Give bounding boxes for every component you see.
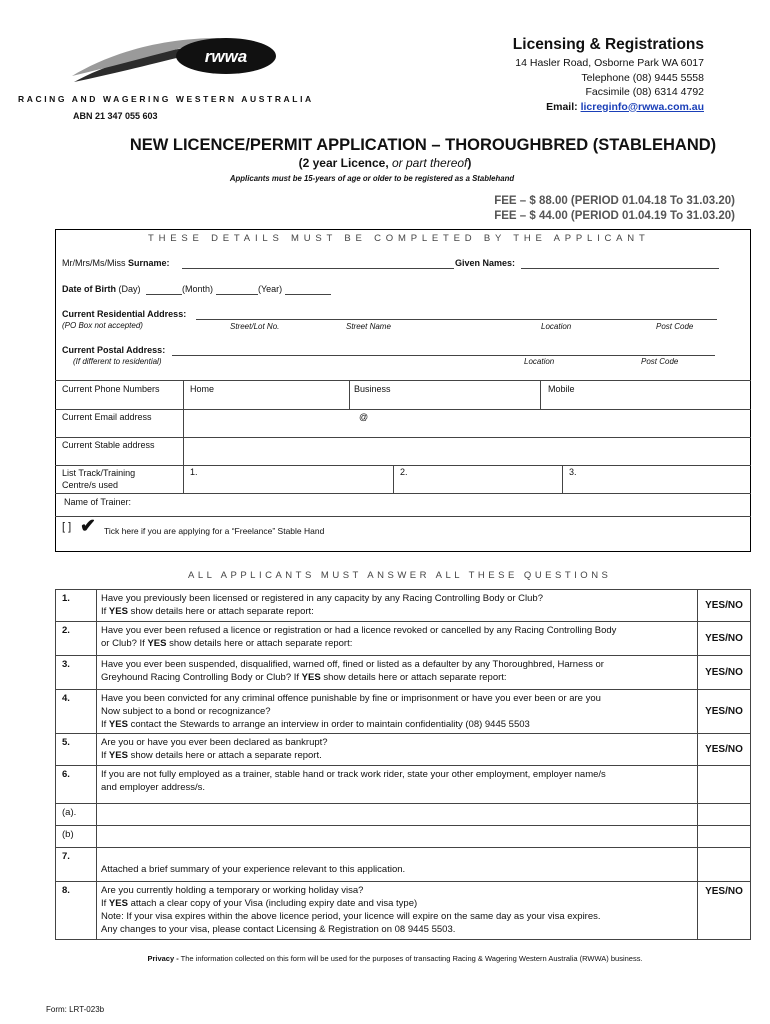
question-line — [101, 671, 693, 684]
question-line: Have you ever been suspended, disqualified, warned off, fined or listed as a defaulter by any Thoroughbred, Harness or — [101, 659, 604, 670]
question-line — [101, 605, 693, 618]
yes-emphasis: YES — [108, 719, 128, 730]
phone-mobile-field[interactable]: Mobile — [548, 384, 575, 394]
office-facsimile: Facsimile (08) 6314 4792 — [585, 86, 704, 98]
organisation-name: RACING AND WAGERING WESTERN AUSTRALIA — [18, 94, 314, 104]
question-line: Are you or have you ever been declared as bankrupt? — [101, 737, 328, 748]
question-number: 5. — [56, 734, 97, 766]
surname-field[interactable] — [182, 268, 454, 269]
track-field-3[interactable]: 3. — [569, 467, 577, 477]
question-fragment: contact the Stewards to arrange an interview in order to maintain confidentiality (08) 9445 5503 — [127, 719, 530, 730]
privacy-label: Privacy - — [147, 954, 179, 963]
po-box-note: (PO Box not accepted) — [62, 321, 143, 330]
residential-address-field[interactable] — [196, 319, 717, 320]
mr-label: Mr/Mrs/Ms/Miss — [62, 258, 126, 268]
given-names-label-wrap — [455, 258, 515, 268]
age-note: Applicants must be 15-years of age or older to be registered as a Stablehand — [229, 174, 515, 183]
phone-numbers-label: Current Phone Numbers — [62, 384, 160, 394]
office-address: 14 Hasler Road, Osborne Park WA 6017 — [515, 57, 704, 69]
yes-emphasis: YES — [147, 638, 167, 649]
yes-emphasis: YES — [108, 606, 128, 617]
post-code-label: Post Code — [656, 322, 694, 331]
office-email-line — [513, 100, 704, 115]
yes-no-answer[interactable]: YES/NO — [698, 690, 751, 734]
question-text — [97, 622, 698, 656]
grid-divider — [393, 465, 394, 493]
question-number: 7. — [56, 848, 97, 882]
question-line: If you are not fully employed as a trainer, stable hand or track work rider, state your other employment, employer name/s — [101, 769, 606, 780]
answer-cell[interactable] — [698, 848, 751, 882]
location-label: Location — [541, 322, 572, 331]
given-names-label: Given Names: — [455, 258, 516, 268]
subtitle-b: or part thereof — [388, 156, 468, 170]
question-row — [56, 848, 751, 882]
dob-day-field[interactable] — [146, 294, 182, 295]
question-line — [101, 850, 693, 863]
question-text — [97, 848, 698, 882]
grid-divider — [55, 465, 751, 466]
question-fragment: If — [101, 606, 109, 617]
answer-cell[interactable] — [698, 804, 751, 826]
residential-label-wrap — [62, 309, 186, 319]
dob-year-field[interactable] — [285, 294, 331, 295]
question-number: 6. — [56, 766, 97, 804]
question-fragment: show details here or attach a separate report. — [127, 750, 322, 761]
question-row — [56, 766, 751, 804]
track-label-line-2: Centre/s used — [62, 480, 119, 490]
form-subtitle — [0, 156, 770, 170]
rwwa-logo — [70, 32, 280, 88]
question-line: and employer address/s. — [101, 782, 206, 793]
privacy-statement — [0, 954, 770, 963]
question-line: Now subject to a bond or recognizance? — [101, 706, 271, 717]
question-line — [101, 718, 693, 731]
questions-heading: ALL APPLICANTS MUST ANSWER ALL THESE QUESTIONS — [188, 570, 612, 581]
question-text — [97, 590, 698, 622]
dob-month-field[interactable] — [216, 294, 258, 295]
grid-divider — [540, 380, 541, 409]
question-row — [56, 882, 751, 940]
track-field-2[interactable]: 2. — [400, 467, 408, 477]
privacy-text: The information collected on this form will be used for the purposes of transacting Racing & Wagering Western Australia (RWWA) business. — [178, 954, 643, 963]
surname-label: Surname: — [128, 258, 170, 268]
question-row — [56, 656, 751, 690]
question-row — [56, 734, 751, 766]
postal-address-field[interactable] — [172, 355, 715, 356]
yes-no-answer[interactable]: YES/NO — [698, 656, 751, 690]
question-fragment: show details here or attach separate report: — [320, 672, 507, 683]
question-number: (a). — [56, 804, 97, 826]
street-name-label: Street Name — [346, 322, 391, 331]
phone-business-field[interactable]: Business — [354, 384, 391, 394]
yes-emphasis: YES — [108, 898, 128, 909]
question-line: Any changes to your visa, please contact Licensing & Registration on 08 9445 5503. — [101, 924, 456, 935]
yes-no-answer[interactable]: YES/NO — [698, 590, 751, 622]
email-label: Email: — [546, 100, 578, 113]
question-line: Have you been convicted for any criminal offence punishable by fine or imprisonment or have you ever been or are you — [101, 693, 601, 704]
grid-divider — [55, 380, 751, 381]
yes-emphasis: YES — [301, 672, 321, 683]
question-line: Attached a brief summary of your experience relevant to this application. — [101, 864, 406, 875]
question-number: 8. — [56, 882, 97, 940]
street-lot-label: Street/Lot No. — [230, 322, 280, 331]
subtitle-a: (2 year Licence, — [298, 156, 389, 170]
postal-location-label: Location — [524, 357, 555, 366]
question-line: Note: If your visa expires within the above licence period, your licence will expire on the same day as your visa expires. — [101, 911, 601, 922]
dob-year-label: (Year) — [258, 284, 283, 294]
yes-no-answer[interactable]: YES/NO — [698, 882, 751, 940]
question-number: 3. — [56, 656, 97, 690]
office-telephone: Telephone (08) 9445 5558 — [581, 71, 704, 84]
yes-no-answer[interactable]: YES/NO — [698, 622, 751, 656]
dob-day-label: (Day) — [118, 284, 141, 294]
questions-table — [55, 589, 751, 940]
question-line — [101, 749, 693, 762]
question-fragment: show details here or attach separate report: — [166, 638, 353, 649]
abn-number: ABN 21 347 055 603 — [73, 111, 158, 121]
answer-field-b[interactable] — [97, 826, 698, 848]
question-row — [56, 622, 751, 656]
office-contact-block — [513, 35, 704, 114]
question-row — [56, 804, 751, 826]
if-different-note: (If different to residential) — [73, 357, 162, 366]
grid-divider — [55, 437, 751, 438]
office-title: Licensing & Registrations — [512, 36, 704, 53]
form-title: NEW LICENCE/PERMIT APPLICATION – THOROUGHBRED (STABLEHAND) — [129, 136, 717, 154]
freelance-checkbox[interactable]: [ ] — [62, 521, 72, 533]
track-field-1[interactable]: 1. — [190, 467, 198, 477]
grid-divider — [55, 516, 751, 517]
question-row — [56, 826, 751, 848]
question-line: Have you previously been licensed or registered in any capacity by any Racing Controlling Body or Club? — [101, 593, 543, 604]
question-text — [97, 690, 698, 734]
email-link[interactable]: licreginfo@rwwa.com.au — [580, 100, 704, 113]
question-line: Are you currently holding a temporary or working holiday visa? — [101, 885, 364, 896]
question-text — [97, 656, 698, 690]
given-names-field[interactable] — [521, 268, 719, 269]
question-number: 2. — [56, 622, 97, 656]
email-address-field[interactable]: @ — [359, 412, 369, 422]
grid-divider — [55, 409, 751, 410]
stable-address-label: Current Stable address — [62, 440, 155, 450]
phone-home-field[interactable]: Home — [190, 384, 215, 394]
postal-label-wrap — [62, 345, 165, 355]
question-number: 4. — [56, 690, 97, 734]
question-number: (b) — [56, 826, 97, 848]
dob-month-label: (Month) — [182, 284, 214, 294]
grid-divider — [562, 465, 563, 493]
question-row — [56, 690, 751, 734]
freelance-label: Tick here if you are applying for a “Freelance” Stable Hand — [104, 526, 325, 536]
fee-line-2: FEE – $ 44.00 (PERIOD 01.04.19 To 31.03.20) — [494, 210, 735, 222]
question-fragment: attach a clear copy of your Visa (including expiry date and visa type) — [127, 898, 418, 909]
question-fragment: Greyhound Racing Controlling Body or Club? If — [101, 672, 302, 683]
question-text — [97, 734, 698, 766]
question-line — [101, 637, 693, 650]
grid-divider — [183, 380, 184, 493]
answer-cell[interactable] — [698, 826, 751, 848]
track-label-line-1: List Track/Training — [62, 468, 136, 478]
trainer-name-label: Name of Trainer: — [64, 497, 132, 507]
postal-post-code-label: Post Code — [641, 357, 679, 366]
question-text — [97, 882, 698, 940]
question-fragment: If — [101, 750, 109, 761]
answer-cell[interactable] — [698, 766, 751, 804]
dob-row — [62, 284, 141, 294]
svg-text:rwwa: rwwa — [204, 47, 248, 66]
question-line: Have you ever been refused a licence or registration or had a licence revoked or cancelled by any Racing Controlling Body — [101, 625, 617, 636]
track-label — [62, 467, 135, 491]
question-fragment: If — [101, 719, 109, 730]
question-text — [97, 766, 698, 804]
fee-line-1: FEE – $ 88.00 (PERIOD 01.04.18 To 31.03.20) — [494, 195, 735, 207]
answer-field-a[interactable] — [97, 804, 698, 826]
yes-emphasis: YES — [108, 750, 128, 761]
details-heading: THESE DETAILS MUST BE COMPLETED BY THE APPLICANT — [148, 233, 650, 244]
residential-address-label: Current Residential Address: — [62, 309, 187, 319]
question-row — [56, 590, 751, 622]
question-fragment: If — [101, 898, 109, 909]
question-fragment: show details here or attach separate report: — [127, 606, 314, 617]
grid-divider — [349, 380, 350, 409]
yes-no-answer[interactable]: YES/NO — [698, 734, 751, 766]
check-icon: ✔ — [80, 516, 96, 537]
postal-address-label: Current Postal Address: — [62, 345, 166, 355]
question-number: 1. — [56, 590, 97, 622]
dob-label: Date of Birth — [62, 284, 116, 294]
grid-divider — [55, 493, 751, 494]
title-label — [62, 258, 170, 268]
question-fragment: or Club? If — [101, 638, 148, 649]
subtitle-c: ) — [467, 156, 472, 170]
email-address-label: Current Email address — [62, 412, 152, 422]
question-line — [101, 897, 693, 910]
form-number: Form: LRT-023b — [46, 1005, 105, 1014]
